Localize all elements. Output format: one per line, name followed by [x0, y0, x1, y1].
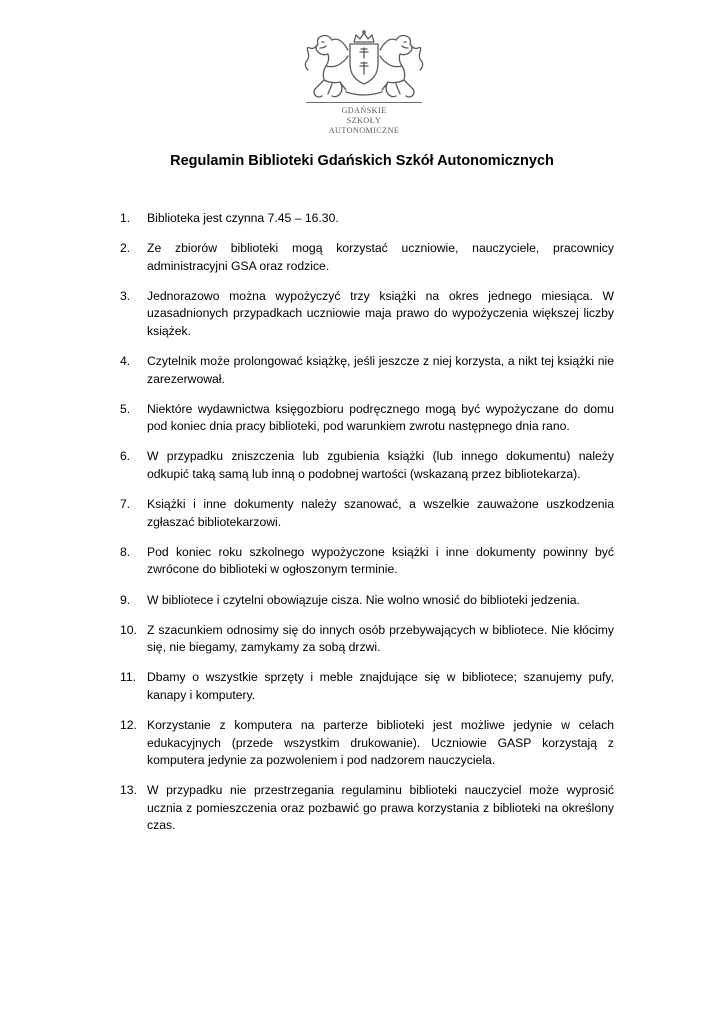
list-item: [120, 669, 614, 704]
list-item-number: 13.: [120, 783, 137, 798]
list-item: [120, 782, 614, 835]
list-item-text: Biblioteka jest czynna 7.45 – 16.30.: [147, 211, 339, 225]
logo-divider: [306, 102, 422, 103]
list-item: [120, 717, 614, 770]
coat-of-arms-icon: [302, 26, 426, 104]
list-item-text: Dbamy o wszystkie sprzęty i meble znajdujące się w bibliotece; szanujemy pufy, kanapy i komputery.: [147, 670, 614, 702]
list-item-text: Książki i inne dokumenty należy szanować, a wszelkie zauważone uszkodzenia zgłaszać bibliotekarzowi.: [147, 497, 614, 529]
logo-line-3: AUTONOMICZNE: [328, 126, 400, 135]
list-item-text: Niektóre wydawnictwa księgozbioru podręcznego mogą być wypożyczane do domu pod koniec dnia pracy biblioteki, pod warunkiem zwrotu następnego dnia rano.: [147, 401, 614, 434]
list-item: [120, 544, 614, 579]
list-item-number: 7.: [120, 497, 131, 512]
list-item-text: Jednorazowo można wypożyczyć trzy książki na okres jednego miesiąca. W uzasadnionych przypadkach uczniowie maja prawo do wypożyczenia większej liczby książek.: [147, 288, 614, 338]
logo-line-1: GDAŃSKIE: [341, 106, 387, 115]
list-item-number: 6.: [120, 449, 131, 464]
list-item-text: W przypadku zniszczenia lub zgubienia książki (lub innego dokumentu) należy odkupić taką samą lub inną o podobnej wartości (wskazaną przez bibliotekarza).: [147, 449, 614, 482]
logo-wordmark: [302, 106, 426, 136]
list-item-text: W przypadku nie przestrzegania regulaminu biblioteki nauczyciel może wyprosić ucznia z pomieszczenia oraz pozbawić go prawa korzystania z biblioteki na określony czas.: [147, 783, 614, 833]
list-item-number: 11.: [120, 670, 137, 685]
list-item: [120, 592, 614, 610]
list-item-number: 12.: [120, 717, 137, 732]
list-item-number: 8.: [120, 544, 131, 559]
list-item: [120, 622, 614, 657]
list-item-text: W bibliotece i czytelni obowiązuje cisza. Nie wolno wnosić do biblioteki jedzenia.: [147, 592, 580, 607]
rules-list: [120, 210, 614, 848]
list-item-text: Ze zbiorów biblioteki mogą korzystać uczniowie, nauczyciele, pracownicy administracyjni GSA oraz rodzice.: [147, 241, 614, 273]
list-item-number: 9.: [120, 592, 131, 607]
list-item: [120, 240, 614, 275]
list-item-number: 1.: [120, 211, 131, 225]
school-logo: [302, 26, 426, 138]
logo-line-2: SZKOŁY: [346, 116, 382, 125]
list-item-number: 2.: [120, 241, 131, 256]
list-item: [120, 401, 614, 436]
list-item: [120, 210, 614, 228]
list-item-text: Korzystanie z komputera na parterze biblioteki jest możliwe jedynie w celach edukacyjnych (przede wszystkim drukowanie). Uczniowie GASP korzystają z komputera jedynie za pozwoleniem i pod nadzorem nauczyciela.: [147, 717, 614, 768]
list-item: [120, 448, 614, 483]
list-item-number: 4.: [120, 354, 131, 369]
list-item-text: Pod koniec roku szkolnego wypożyczone książki i inne dokumenty powinny być zwrócone do biblioteki w ogłoszonym terminie.: [147, 544, 614, 577]
list-item-text: Z szacunkiem odnosimy się do innych osób przebywających w bibliotece. Nie kłócimy się, nie biegamy, zamykamy za sobą drzwi.: [147, 622, 614, 655]
list-item-text: Czytelnik może prolongować książkę, jeśli jeszcze z niej korzysta, a nikt tej książki nie zarezerwował.: [147, 354, 614, 386]
list-item: [120, 288, 614, 341]
list-item-number: 3.: [120, 288, 131, 303]
list-item-number: 5.: [120, 401, 131, 416]
page-title: Regulamin Biblioteki Gdańskich Szkół Autonomicznych: [170, 153, 554, 169]
list-item-number: 10.: [120, 622, 137, 637]
list-item: [120, 496, 614, 531]
list-item: [120, 353, 614, 388]
